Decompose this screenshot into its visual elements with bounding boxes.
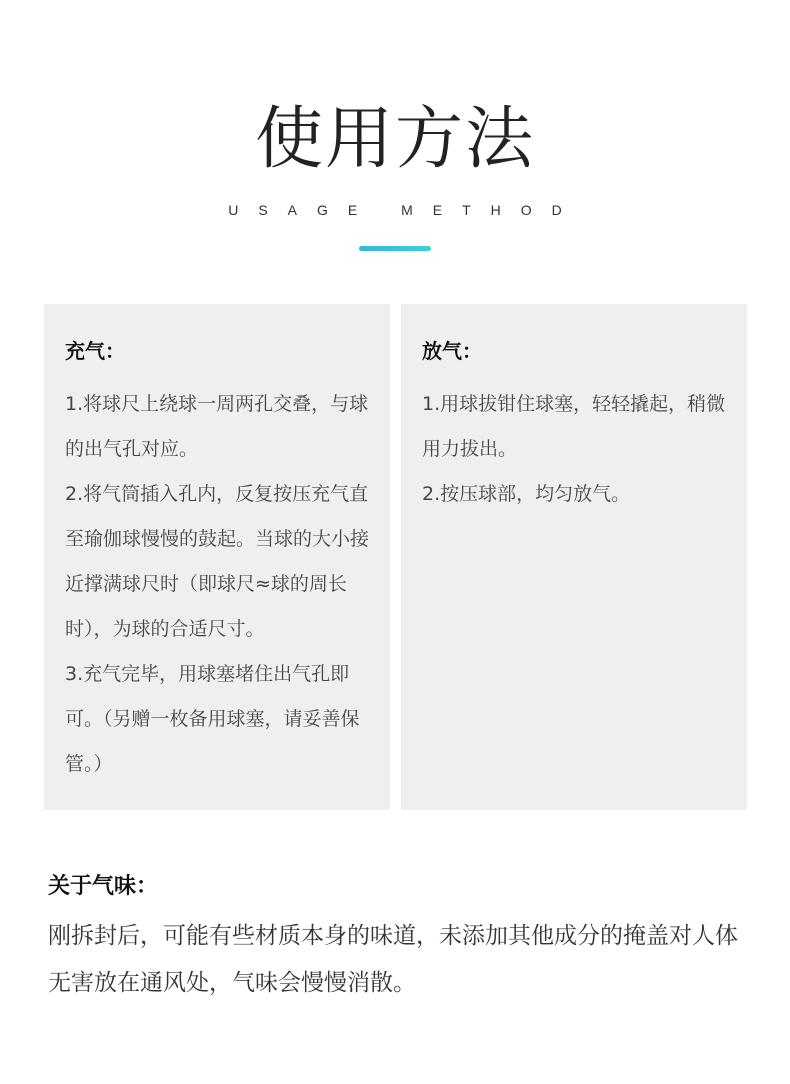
page-subtitle: USAGE METHOD	[228, 202, 582, 218]
page-title: 使用方法	[254, 100, 535, 179]
inflate-step-1: 1.将球尺上绕球一周两孔交叠，与球的出气孔对应。	[65, 393, 369, 460]
inflate-step-2: 2.将气筒插入孔内，反复按压充气直至瑜伽球慢慢的鼓起。当球的大小接近撑满球尺时（即球尺≈球的周长时），为球的合适尺寸。	[65, 483, 370, 640]
deflate-step-1: 1.用球拔钳住球塞，轻轻撬起，稍微用力拔出。	[422, 393, 726, 460]
deflate-card	[401, 304, 747, 810]
smell-heading: 关于气味：	[48, 874, 159, 899]
title-accent-bar	[359, 246, 431, 251]
smell-description: 刚拆封后，可能有些材质本身的味道，未添加其他成分的掩盖对人体无害放在通风处，气味会慢慢消散。	[48, 923, 738, 996]
inflate-card	[44, 304, 390, 810]
inflate-step-3: 3.充气完毕，用球塞堵住出气孔即可。（另赠一枚备用球塞，请妥善保管。）	[65, 663, 360, 775]
deflate-step-2: 2.按压球部，均匀放气。	[422, 483, 631, 505]
deflate-heading: 放气：	[422, 339, 482, 363]
inflate-heading: 充气：	[65, 339, 125, 363]
